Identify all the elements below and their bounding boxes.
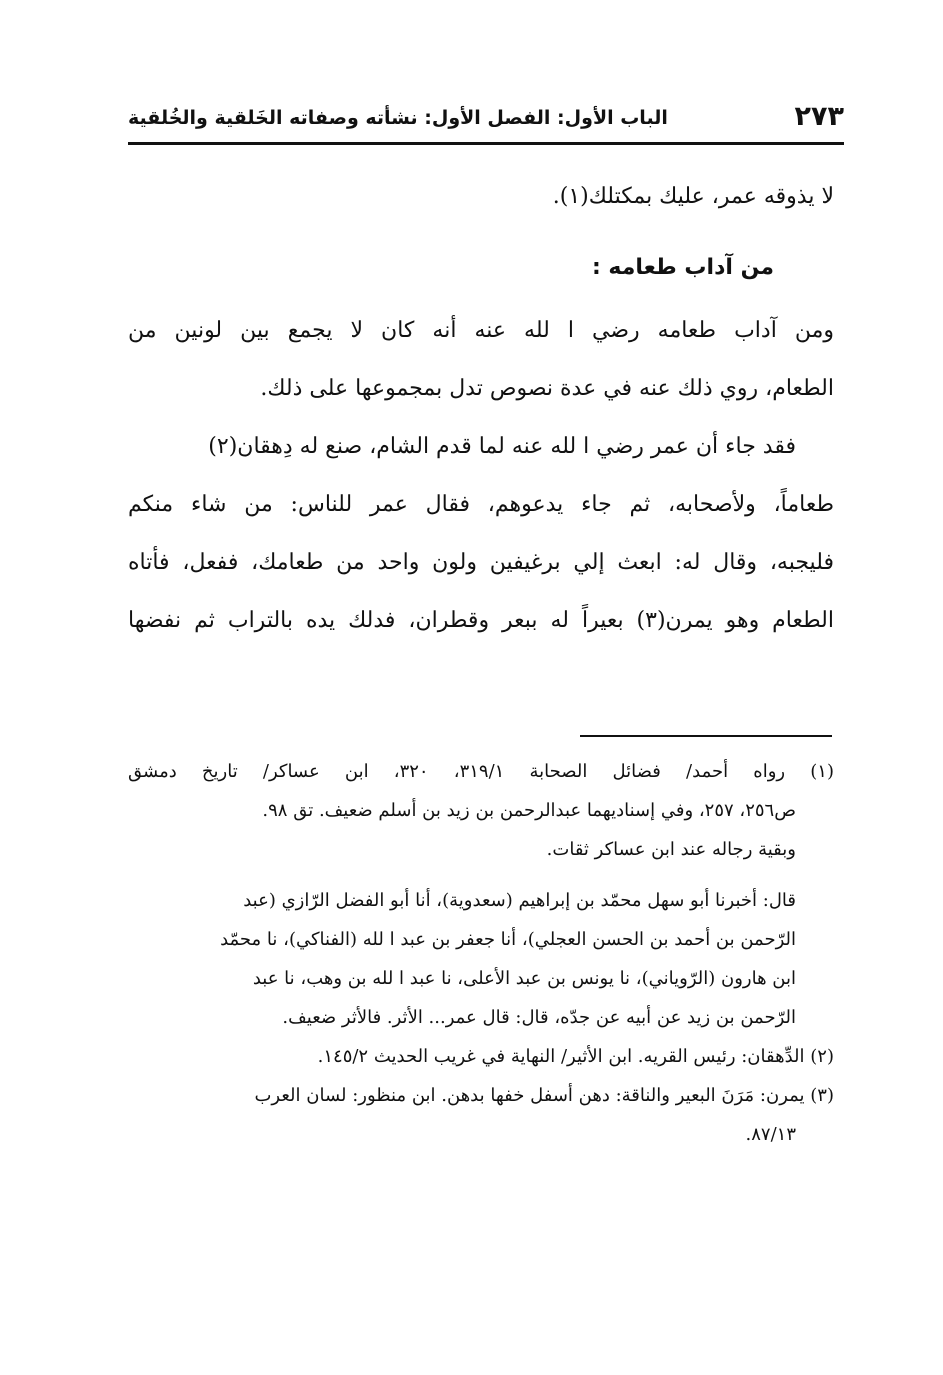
footnote-line: (١) رواه أحمد/ فضائل الصحابة ٣١٩/١، ٣٢٠، ابن عساكر/ تاريخ دمشق [128,761,834,782]
page-number: ٢٧٣ [794,101,844,132]
text-line: الطعام وهو يمرن(٣) بعيراً له ببعر وقطران، فدلك يده بالتراب ثم نفضها [128,608,834,633]
footnote-line: قال: أخبرنا أبو سهل محمّد بن إبراهيم (سعدوية)، أنا أبو الفضل الرّازي (عبد [243,890,796,911]
text-line: الطعام، روي ذلك عنه في عدة نصوص تدل بمجموعها على ذلك. [260,376,834,401]
footnotes [128,752,834,1154]
section-heading: من آداب طعامه : [591,255,774,280]
footnote-line: الرّحمن بن زيد عن أبيه عن جدّه، قال: قال عمر... الأثر. فالأثر ضعيف. [282,1007,796,1028]
main-text [128,168,834,650]
footnote-line: ص٢٥٦، ٢٥٧، وفي إسناديهما عبدالرحمن بن زيد بن أسلم ضعيف. تق ٩٨. [262,800,796,821]
running-header [128,98,844,138]
footnote-line: وبقية رجاله عند ابن عساكر ثقات. [546,839,796,860]
text-line: طعاماً، ولأصحابه، ثم جاء يدعوهم، فقال عمر للناس: من شاء منكم [128,492,834,517]
footnote-line: ٨٧/١٣. [745,1124,796,1145]
text-line: فليجبه، وقال له: ابعث إلي برغيفين ولون واحد من طعامك، ففعل، فأتاه [128,550,835,575]
text-line: ومن آداب طعامه رضي ا لله عنه أنه كان لا يجمع بين لونين من [128,318,834,343]
footnote-line: (٣) يمرن: مَرَنَ البعير والناقة: دهن أسفل خفها بدهن. ابن منظور: لسان العرب [254,1085,834,1106]
text-line: لا يذوقه عمر، عليك بمكتلك(١). [552,184,834,209]
footnote-line: ابن هارون (الرّوياني)، نا يونس بن عبد الأعلى، نا عبد ا لله بن وهب، نا عبد [252,968,796,989]
header-divider [128,142,844,145]
text-line: فقد جاء أن عمر رضي ا لله عنه لما قدم الشام، صنع له دِهقان(٢) [208,434,796,459]
footnote-line: (٢) الدِّهقان: رئيس القريه. ابن الأثير/ النهاية في غريب الحديث ١٤٥/٢. [317,1046,834,1067]
footnote-line: الرّحمن بن أحمد بن الحسن العجلي)، أنا جعفر بن عبد ا لله (الفناكي)، نا محمّد [220,929,796,950]
chapter-title: الباب الأول: الفصل الأول: نشأته وصفاته الخَلقية والخُلقية [128,107,668,129]
footnote-divider [580,735,832,737]
